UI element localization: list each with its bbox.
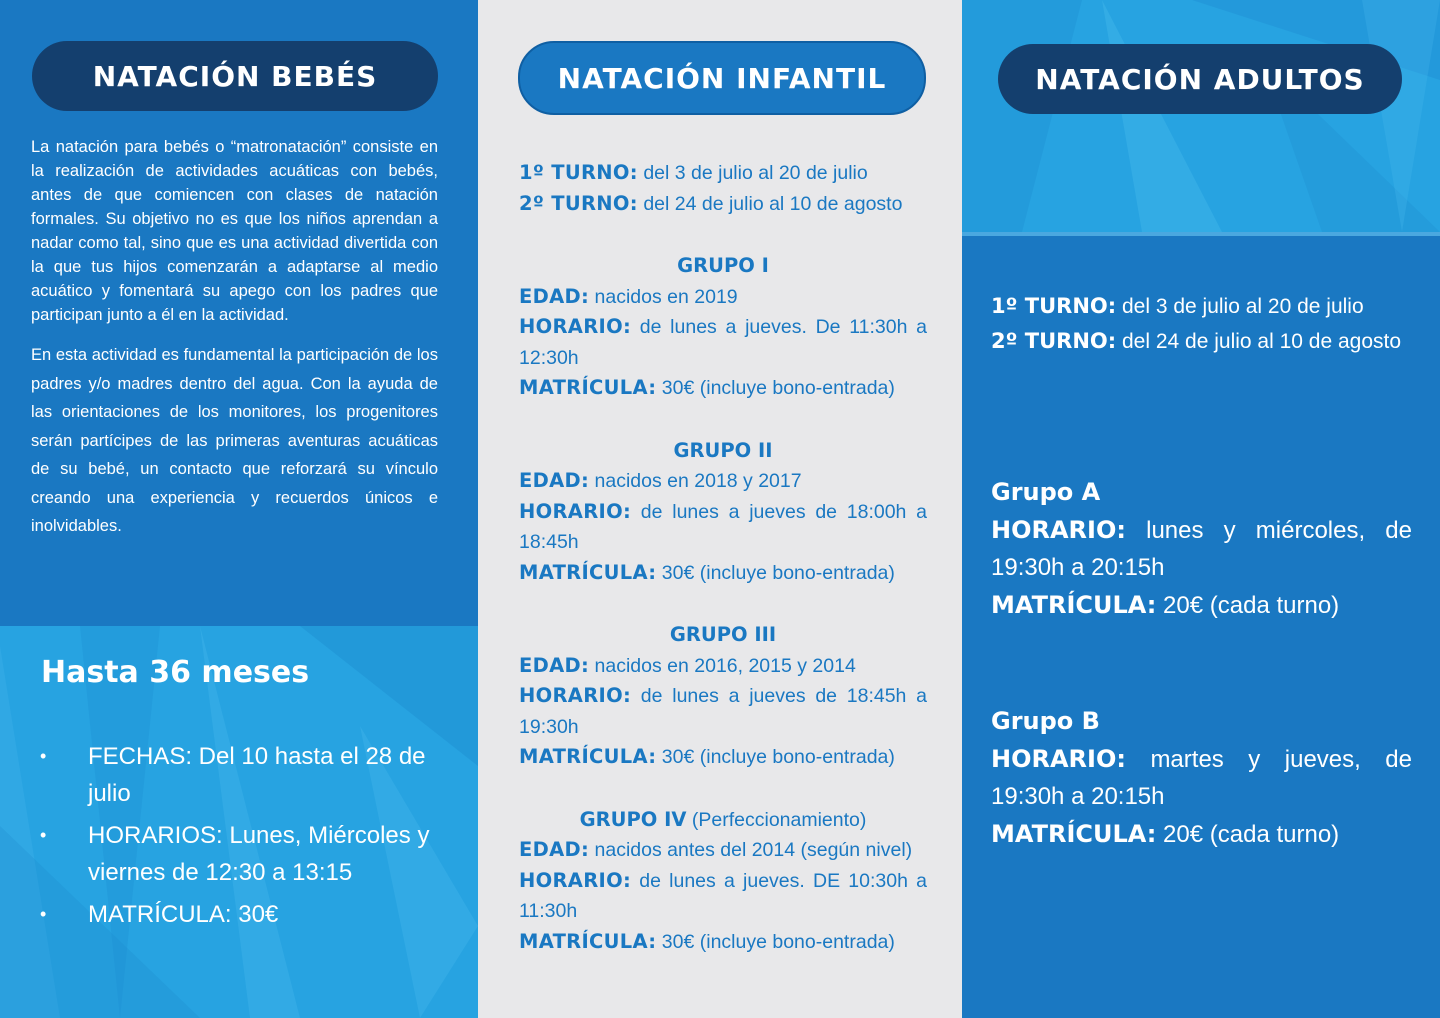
grupo-horario	[519, 681, 927, 742]
adultos-turno-2	[991, 324, 1412, 359]
matricula-value: 30€ (incluye bono-entrada)	[656, 561, 895, 584]
list-item	[40, 738, 440, 812]
divider	[962, 232, 1440, 236]
matricula-label: MATRÍCULA:	[991, 819, 1157, 848]
grupo-matricula	[991, 587, 1412, 625]
matricula-value: 20€ (cada turno)	[1156, 591, 1340, 619]
horario-value: lunes y miércoles, de 19:30h a 20:15h	[991, 516, 1412, 581]
list-item	[40, 817, 440, 891]
bebes-title: NATACIÓN BEBÉS	[32, 41, 438, 111]
horario-label: HORARIO:	[519, 315, 632, 338]
horario-value: martes y jueves, de 19:30h a 20:15h	[991, 745, 1412, 810]
horario-value: de lunes a jueves. De 11:30h a 12:30h	[519, 316, 927, 369]
bullet-icon: •	[40, 904, 47, 924]
grupo-name: GRUPO I	[677, 254, 769, 277]
edad-value: nacidos en 2018 y 2017	[589, 470, 802, 492]
adultos-turno-1	[991, 289, 1412, 324]
grupo-name: Grupo A	[991, 478, 1101, 506]
edad-label: EDAD:	[519, 284, 590, 308]
matricula-value: 30€ (incluye bono-entrada)	[656, 377, 895, 399]
matricula-label: MATRÍCULA:	[991, 590, 1157, 619]
bebes-age-heading: Hasta 36 meses	[41, 655, 310, 690]
adultos-header-panel	[962, 0, 1440, 232]
grupo-name: GRUPO III	[669, 623, 777, 646]
matricula-value: 30€ (incluye bono-entrada)	[656, 930, 895, 953]
turno-dates: del 3 de julio al 20 de julio	[1116, 295, 1364, 318]
grupo-title	[991, 474, 1412, 512]
grupo-matricula	[519, 373, 927, 404]
infantil-turno-2	[519, 189, 927, 220]
turno-label: 1º TURNO:	[519, 161, 638, 184]
grupo-edad	[519, 835, 927, 866]
adultos-grupo-b	[991, 703, 1412, 853]
edad-value: nacidos antes del 2014 (según nivel)	[589, 839, 913, 861]
grupo-edad	[519, 651, 927, 682]
matricula-label: MATRÍCULA:	[519, 929, 657, 953]
grupo-matricula	[519, 558, 927, 589]
grupo-matricula	[991, 816, 1412, 854]
grupo-horario	[991, 512, 1412, 587]
matricula-value: 20€ (cada turno)	[1156, 820, 1340, 848]
edad-value: nacidos en 2016, 2015 y 2014	[589, 654, 856, 677]
grupo-horario	[519, 866, 927, 927]
grupo-title	[519, 805, 927, 836]
bebes-details-list	[40, 738, 440, 938]
turno-dates: del 3 de julio al 20 de julio	[637, 162, 868, 184]
turno-label: 2º TURNO:	[519, 191, 638, 215]
horario-value: de lunes a jueves. DE 10:30h a 11:30h	[519, 869, 927, 922]
grupo-title	[519, 436, 927, 467]
grupo-horario	[991, 741, 1412, 816]
edad-label: EDAD:	[519, 469, 590, 492]
decorative-shards	[962, 0, 1440, 232]
grupo-edad	[519, 466, 927, 497]
horario-label: HORARIO:	[991, 744, 1126, 773]
horario-label: HORARIO:	[991, 515, 1126, 544]
grupo-edad	[519, 282, 927, 313]
edad-value: nacidos en 2019	[589, 285, 738, 308]
adultos-turnos	[991, 289, 1412, 359]
grupo-matricula	[519, 742, 927, 773]
grupo-name: Grupo B	[991, 707, 1100, 735]
bullet-icon: •	[40, 746, 47, 766]
matricula-label: MATRÍCULA:	[519, 376, 657, 399]
grupo-horario	[519, 312, 927, 373]
bebes-intro-paragraph-1: La natación para bebés o “matronatación” consiste en la realización de actividades acuáticas con bebés, antes de que comiencen con clases de natación formales. Su objetivo no es que los niños aprendan a nadar como tal, sino que es una actividad divertida con la que tus hijos comenzarán a adaptarse al medio acuático y fomentará su apego con los padres que participan junto a él en la actividad.	[31, 138, 438, 324]
horario-label: HORARIO:	[519, 868, 632, 892]
bebes-intro	[31, 135, 438, 555]
grupo-name: GRUPO IV	[579, 807, 687, 831]
list-item	[40, 896, 440, 933]
infantil-content	[519, 158, 927, 957]
matricula-value: 30€ (incluye bono-entrada)	[656, 746, 895, 768]
matricula-label: MATRÍCULA:	[519, 560, 657, 584]
bullet-icon: •	[40, 825, 47, 845]
grupo-suffix: (Perfeccionamiento)	[686, 808, 867, 831]
turno-dates: del 24 de julio al 10 de agosto	[637, 192, 903, 215]
bebes-horarios: HORARIOS: Lunes, Miércoles y viernes de 12:30 a 13:15	[88, 822, 430, 886]
infantil-turno-1	[519, 158, 927, 189]
edad-label: EDAD:	[519, 653, 590, 677]
horario-label: HORARIO:	[519, 684, 632, 707]
infantil-title: NATACIÓN INFANTIL	[518, 41, 926, 115]
turno-label: 1º TURNO:	[991, 294, 1117, 318]
horario-value: de lunes a jueves de 18:00h a 18:45h	[519, 500, 927, 553]
matricula-label: MATRÍCULA:	[519, 745, 657, 768]
bebes-intro-paragraph-2: En esta actividad es fundamental la participación de los padres y/o madres dentro del agua. Con la ayuda de las orientaciones de los monitores, los progenitores serán partícipes de las primeras aventuras acuáticas de su bebé, un contacto que reforzará su vínculo creando una experiencia y recuerdos únicos e inolvidables.	[31, 346, 438, 535]
bebes-fechas: FECHAS: Del 10 hasta el 28 de julio	[88, 743, 426, 807]
turno-dates: del 24 de julio al 10 de agosto	[1116, 330, 1402, 353]
turno-label: 2º TURNO:	[991, 329, 1117, 353]
bebes-matricula: MATRÍCULA: 30€	[88, 901, 279, 928]
grupo-name: GRUPO II	[673, 438, 773, 462]
adultos-title: NATACIÓN ADULTOS	[998, 44, 1402, 114]
grupo-title	[519, 620, 927, 651]
horario-label: HORARIO:	[519, 499, 632, 523]
grupo-title	[519, 251, 927, 282]
grupo-horario	[519, 497, 927, 558]
grupo-matricula	[519, 927, 927, 958]
horario-value: de lunes a jueves de 18:45h a 19:30h	[519, 685, 927, 738]
edad-label: EDAD:	[519, 838, 590, 861]
grupo-title	[991, 703, 1412, 741]
adultos-grupo-a	[991, 474, 1412, 624]
